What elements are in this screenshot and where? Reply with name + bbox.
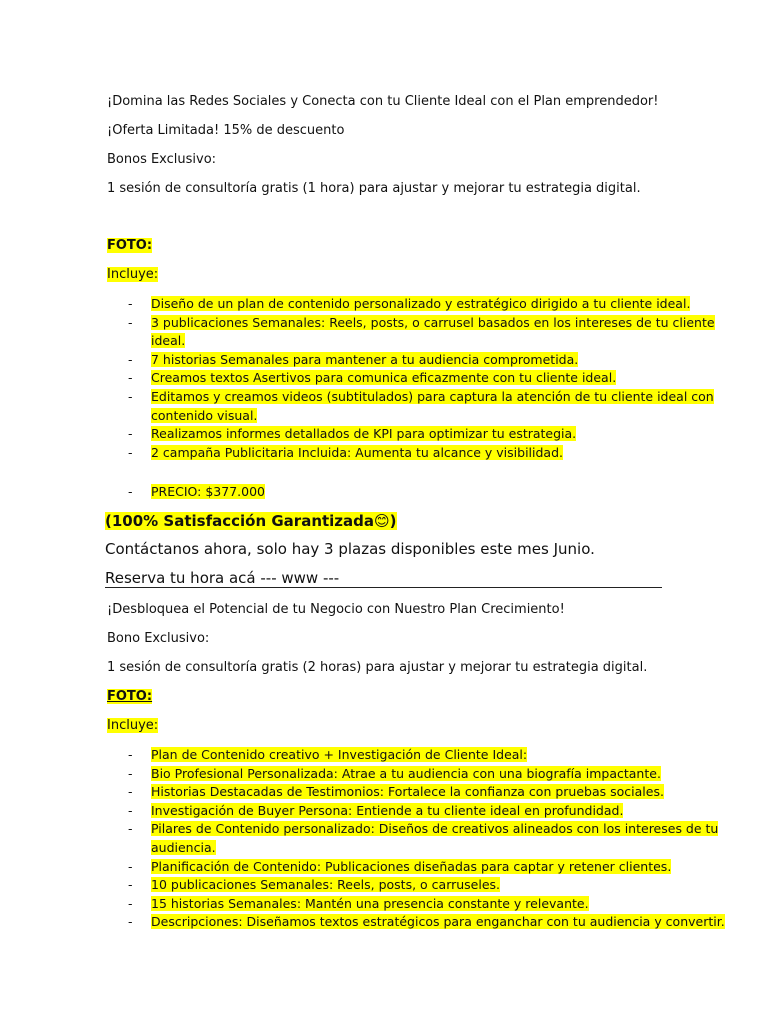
list-item-text: 2 campaña Publicitaria Incluida: Aumenta tu alcance y visibilidad. <box>151 444 563 460</box>
list-item <box>128 839 725 858</box>
list-item-text: Investigación de Buyer Persona: Entiende a tu cliente ideal en profundidad. <box>151 802 624 818</box>
list-item <box>128 895 725 914</box>
list-item-text: 15 historias Semanales: Mantén una presencia constante y relevante. <box>151 895 589 911</box>
bullet-dash: - <box>128 802 133 818</box>
list-item <box>128 388 715 407</box>
list-item-text: Realizamos informes detallados de KPI para optimizar tu estrategia. <box>151 426 577 442</box>
plan2-bonus-text: 1 sesión de consultoría gratis (2 horas) para ajustar y mejorar tu estrategia digital. <box>107 660 648 675</box>
plan2-feature-list <box>128 746 725 932</box>
price-text: PRECIO: $377.000 <box>151 484 265 499</box>
plan2-foto-text: FOTO: <box>107 689 153 704</box>
bullet-dash: - <box>128 747 133 762</box>
bullet-dash: - <box>128 765 133 781</box>
plan1-foto-text: FOTO: <box>107 238 153 253</box>
contact-line: Contáctanos ahora, solo hay 3 plazas disponibles este mes Junio. <box>105 540 595 558</box>
plan2-includes-text: Incluye: <box>107 718 159 733</box>
list-item <box>128 802 725 821</box>
bullet-dash: - <box>128 914 133 930</box>
list-item <box>128 332 715 351</box>
bullet-dash: - <box>128 877 133 893</box>
list-item-text: Descripciones: Diseñamos textos estratégicos para enganchar con tu audiencia y convertir. <box>151 914 725 930</box>
plan1-feature-list <box>128 295 715 462</box>
list-item-text: Creamos textos Asertivos para comunica eficazmente con tu cliente ideal. <box>151 370 617 386</box>
bullet-dash: - <box>128 426 133 442</box>
list-item <box>128 765 725 784</box>
list-item-text: 7 historias Semanales para mantener a tu audiencia comprometida. <box>151 351 579 367</box>
list-item-text: Editamos y creamos videos (subtitulados) para captura la atención de tu cliente ideal con <box>151 388 714 404</box>
bullet-dash: - <box>128 444 133 460</box>
list-item <box>128 407 715 426</box>
bullet-dash: - <box>128 858 133 874</box>
plan1-includes-text: Incluye: <box>107 267 159 282</box>
bullet-dash: - <box>128 314 133 330</box>
list-item <box>128 295 715 314</box>
guarantee-text: (100% Satisfacción Garantizada😊) <box>105 512 397 530</box>
list-item-text: Diseño de un plan de contenido personalizado y estratégico dirigido a tu cliente ideal. <box>151 296 691 311</box>
list-item-text: ideal. <box>151 333 186 349</box>
list-item-text: contenido visual. <box>151 407 258 423</box>
list-item <box>128 876 725 895</box>
list-item <box>128 425 715 444</box>
plan1-foto-label <box>107 238 152 254</box>
plan2-includes-label <box>107 718 158 734</box>
bullet-dash: - <box>128 895 133 911</box>
guarantee-line <box>105 512 397 530</box>
list-item <box>128 369 715 388</box>
list-item <box>128 351 715 370</box>
plan1-bonus-title: Bonos Exclusivo: <box>107 152 217 167</box>
list-item <box>128 820 725 839</box>
price-item: - PRECIO: $377.000 <box>128 484 265 499</box>
bullet-dash: - <box>128 784 133 800</box>
plan2-headline: ¡Desbloquea el Potencial de tu Negocio con Nuestro Plan Crecimiento! <box>107 602 565 617</box>
list-item-text: Pilares de Contenido personalizado: Diseños de creativos alineados con los intereses de tu <box>151 821 719 837</box>
plan2-bonus-title: Bono Exclusivo: <box>107 631 210 646</box>
plan1-bonus-text: 1 sesión de consultoría gratis (1 hora) para ajustar y mejorar tu estrategia digital. <box>107 181 641 196</box>
bullet-dash: - <box>128 351 133 367</box>
list-item-text: Historias Destacadas de Testimonios: Fortalece la confianza con pruebas sociales. <box>151 784 664 800</box>
reserve-line: Reserva tu hora acá --- www --- <box>105 569 340 587</box>
list-item <box>128 746 725 765</box>
plan2-foto-label <box>107 689 152 705</box>
list-item-text: 3 publicaciones Semanales: Reels, posts, o carrusel basados en los intereses de tu cliente <box>151 314 715 330</box>
plan1-headline: ¡Domina las Redes Sociales y Conecta con tu Cliente Ideal con el Plan emprendedor! <box>107 94 659 109</box>
section-divider <box>105 587 662 588</box>
list-item-text: Bio Profesional Personalizada: Atrae a tu audiencia con una biografía impactante. <box>151 765 661 781</box>
list-item <box>128 858 725 877</box>
list-item-text: audiencia. <box>151 839 216 855</box>
plan1-offer: ¡Oferta Limitada! 15% de descuento <box>107 123 345 138</box>
list-item-text: Plan de Contenido creativo + Investigación de Cliente Ideal: <box>151 747 528 762</box>
plan1-includes-label <box>107 267 158 283</box>
plan1-price-list <box>128 483 265 502</box>
list-item <box>128 783 725 802</box>
bullet-dash: - <box>128 388 133 404</box>
list-item <box>128 444 715 463</box>
list-item-text: 10 publicaciones Semanales: Reels, posts, o carruseles. <box>151 877 501 893</box>
list-item-text: Planificación de Contenido: Publicaciones diseñadas para captar y retener clientes. <box>151 858 672 874</box>
bullet-dash: - <box>128 296 133 311</box>
list-item <box>128 314 715 333</box>
bullet-dash: - <box>128 370 133 386</box>
bullet-dash: - <box>128 821 133 837</box>
list-item <box>128 913 725 932</box>
